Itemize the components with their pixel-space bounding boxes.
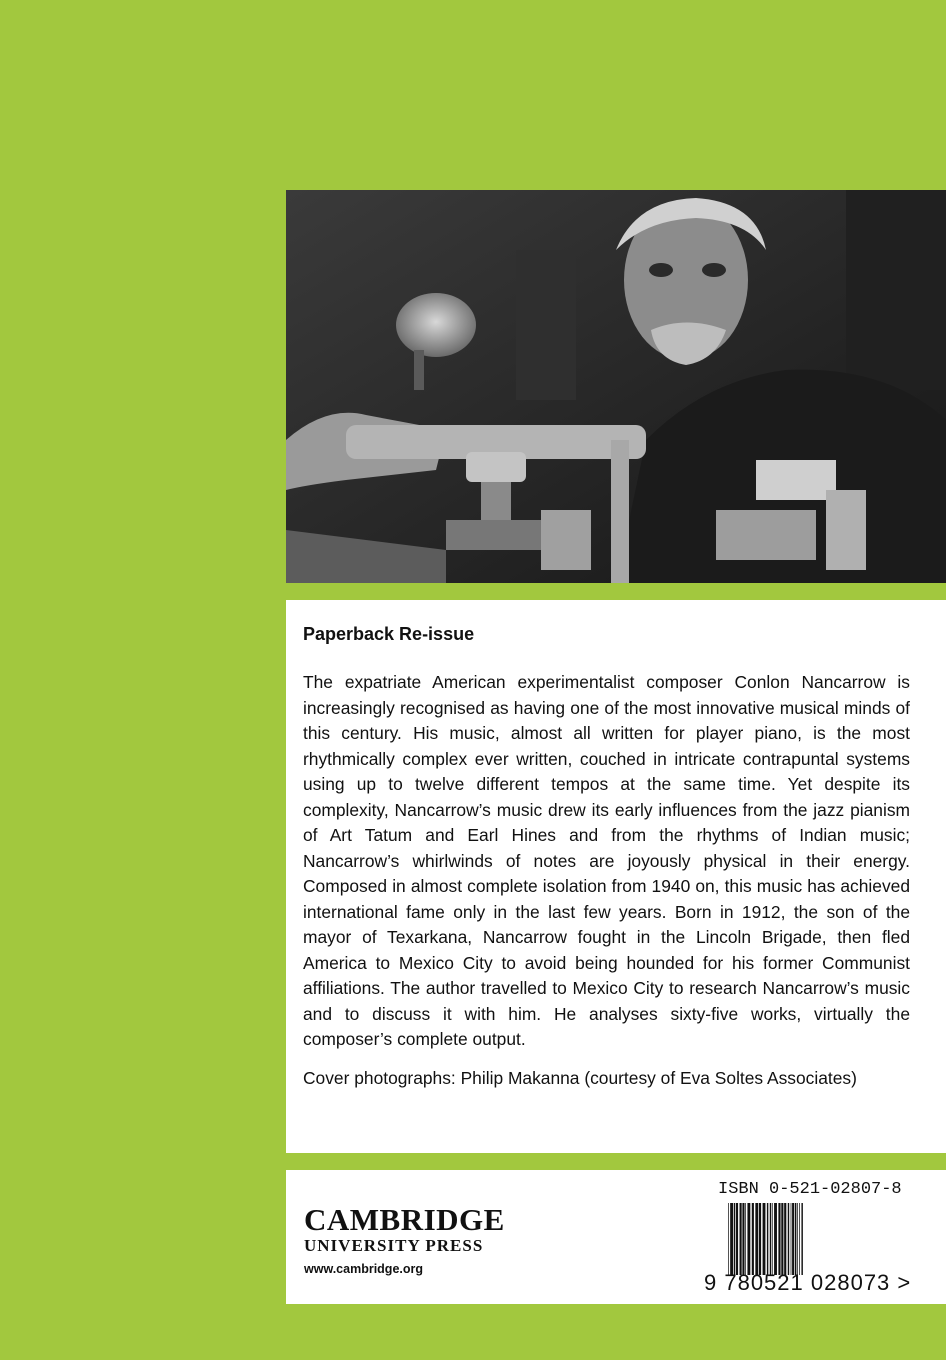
publisher-url[interactable]: www.cambridge.org bbox=[304, 1262, 424, 1276]
publisher-logo bbox=[304, 1204, 505, 1276]
photo-credit: Cover photographs: Philip Makanna (courtesy of Eva Soltes Associates) bbox=[303, 1067, 857, 1088]
barcode-digits: 9 780521 028073 > bbox=[704, 1270, 912, 1295]
description-panel bbox=[286, 600, 946, 1153]
blurb-heading: Paperback Re-issue bbox=[303, 624, 475, 644]
cover-photograph bbox=[286, 190, 946, 583]
blurb-body: The expatriate American experimentalist composer Conlon Nancarrow is increasingly recognised as having one of the most innovative musical minds of this century. His music, almost all written for player piano, is the most rhythmically complex ever written, couched in intricate contrapuntal systems using up to twelve different tempos at the same time. Yet despite its complexity, Nancarrow’s music drew its early influences from the jazz pianism of Art Tatum and Earl Hines and from the rhythms of Indian music; Nancarrow’s whirlwinds of notes are joyously physical in their energy. Composed in almost complete isolation from 1940 on, this music has achieved international fame only in the last few years. Born in 1912, the son of the mayor of Texarkana, Nancarrow fought in the Lincoln Brigade, then fled America to Mexico City to avoid being hounded for his former Communist affiliations. The author travelled to Mexico City to research Nancarrow’s music and to discuss it with him. He analyses sixty-five works, virtually the composer’s complete output. bbox=[303, 672, 910, 1049]
photo-illustration bbox=[286, 190, 946, 583]
publisher-panel bbox=[286, 1170, 946, 1304]
publisher-name: CAMBRIDGE bbox=[304, 1202, 505, 1237]
publisher-subtitle: UNIVERSITY PRESS bbox=[304, 1236, 484, 1255]
isbn-label: ISBN 0-521-02807-8 bbox=[718, 1180, 902, 1199]
barcode-icon bbox=[728, 1203, 904, 1275]
